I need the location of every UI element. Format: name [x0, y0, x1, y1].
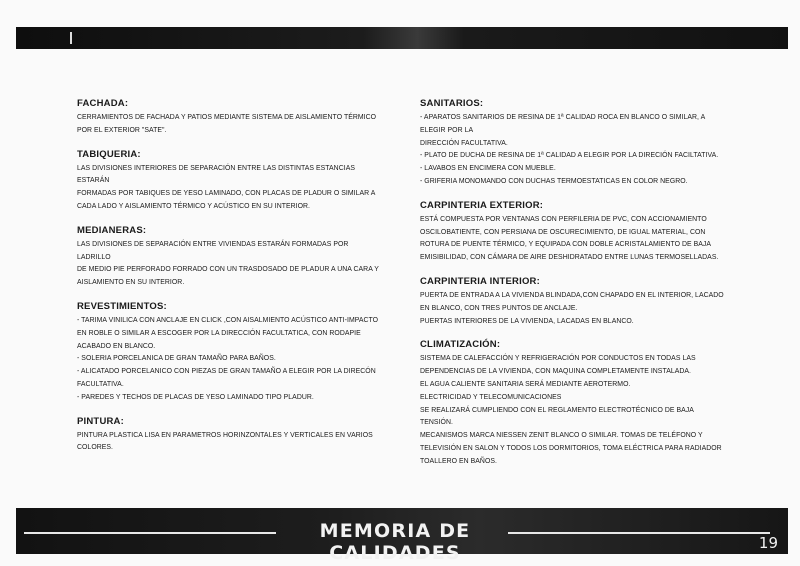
- section-revestimientos: [77, 301, 382, 405]
- section-medianeras: [77, 225, 382, 290]
- footer-bar: [16, 508, 788, 564]
- section-text: LAS DIVISIONES INTERIORES DE SEPARACIÓN ENTRE LAS DISTINTAS ESTANCIAS ESTARÁN FORMADAS POR TABIQUES DE YESO LAMINADO, CON PLACAS DE PLADUR O SIMILAR A CADA LADO Y AISLAMIENTO TÉRMICO Y ACÚSTICO EN SU INTERIOR.: [77, 164, 376, 210]
- section-carpinteria-interior: [420, 276, 725, 328]
- section-text: PINTURA PLASTICA LISA EN PARAMETROS HORINZONTALES Y VERTICALES EN VARIOS COLORES.: [77, 431, 373, 452]
- section-heading: PINTURA:: [77, 415, 124, 427]
- page-number: 19: [758, 534, 778, 552]
- section-heading: MEDIANERAS:: [77, 224, 147, 236]
- section-pintura: [77, 416, 382, 456]
- section-carpinteria-exterior: [420, 200, 725, 265]
- section-heading: CARPINTERIA EXTERIOR:: [420, 199, 544, 211]
- header-bar: [16, 27, 788, 49]
- section-fachada: [77, 98, 382, 138]
- section-heading: CLIMATIZACIÓN:: [420, 339, 501, 351]
- section-tabiqueria: [77, 149, 382, 214]
- section-sanitarios: [420, 98, 725, 189]
- section-heading: FACHADA:: [77, 98, 129, 109]
- footer-rule-right: [508, 532, 770, 534]
- section-heading: REVESTIMIENTOS:: [77, 300, 167, 312]
- section-text: SISTEMA DE CALEFACCIÓN Y REFRIGERACIÓN POR CONDUCTOS EN TODAS LAS DEPENDENCIAS DE LA VIVIENDA, CON MAQUINA COMPLETAMENTE INSTALADA. EL AGUA CALIENTE SANITARIA SERÁ MEDIANTE AEROTERMO. ELECTRICIDAD Y TELECOMUNICACIONES SE REALIZARÁ CUMPLIENDO CON EL REGLAMENTO ELECTROTÉCNICO DE BAJA TENSIÓN. MECANISMOS MARCA NIESSEN ZENIT BLANCO O SIMILAR. TOMAS DE TELÉFONO Y TELEVISIÓN EN SALON Y TODOS LOS DORMITORIOS, TOMA ELÉCTRICA PARA RADIADOR TOALLERO EN BAÑOS.: [420, 355, 722, 465]
- section-text: CERRAMIENTOS DE FACHADA Y PATIOS MEDIANTE SISTEMA DE AISLAMIENTO TÉRMICO POR EL EXTERIOR "SATE".: [77, 114, 377, 134]
- footer-rule-left: [24, 532, 276, 534]
- section-text: - TARIMA VINILICA CON ANCLAJE EN CLICK ,CON AISALMIENTO ACÚSTICO ANTI-IMPACTO EN ROBLE O SIMILAR A ESCOGER POR LA DIRECCIÓN FACULTATICA, CON RODAPIE ACABADO EN BLANCO. - SOLERIA PORCELANICA DE GRAN TAMAÑO PARA BAÑOS. - ALICATADO PORCELANICO CON PIEZAS DE GRAN TAMAÑO A ELEGIR POR LA DIRECÓN FACULTATIVA. - PAREDES Y TECHOS DE PLACAS DE YESO LAMINADO TIPO PLADUR.: [77, 316, 379, 401]
- section-text: ESTÁ COMPUESTA POR VENTANAS CON PERFILERIA DE PVC, CON ACCIONAMIENTO OSCILOBATIENTE, CON PERSIANA DE OSCURECIMIENTO, DE IGUAL MATERIAL, CON ROTURA DE PUENTE TÉRMICO, Y EQUIPADA CON DOBLE ACRISTALAMIENTO DE BAJA EMISIBILIDAD, CON CÁMARA DE AIRE DESHIDRATADO ENTRE LUNAS TERMOSELLADAS.: [420, 215, 719, 262]
- section-heading: TABIQUERIA:: [77, 148, 141, 160]
- section-heading: CARPINTERIA INTERIOR:: [420, 275, 540, 287]
- section-text: LAS DIVISIONES DE SEPARACIÓN ENTRE VIVIENDAS ESTARÁN FORMADAS POR LADRILLO DE MEDIO PIE PERFORADO FORRADO CON UN TRASDOSADO DE PLADUR A UNA CARA Y AISLAMIENTO EN SU INTERIOR.: [77, 240, 379, 287]
- left-column: [77, 98, 382, 466]
- section-text: PUERTA DE ENTRADA A LA VIVIENDA BLINDADA,CON CHAPADO EN EL INTERIOR, LACADO EN BLANCO, CON TRES PUNTOS DE ANCLAJE. PUERTAS INTERIORES DE LA VIVIENDA, LACADAS EN BLANCO.: [420, 291, 724, 325]
- section-text: - APARATOS SANITARIOS DE RESINA DE 1ª CALIDAD ROCA EN BLANCO O SIMILAR, A ELEGIR POR LA DIRECCIÓN FACULTATIVA. - PLATO DE DUCHA DE RESINA DE 1ª CALIDAD A ELEGIR POR LA DIRECIÓN FACILTATIVA. - LAVABOS EN ENCIMERA CON MUEBLE. - GRIFERIA MONOMANDO CON DUCHAS TERMOESTATICAS EN COLOR NEGRO.: [420, 114, 719, 185]
- section-heading: SANITARIOS:: [420, 98, 484, 109]
- section-climatizacion: [420, 339, 725, 468]
- right-column: [420, 98, 725, 480]
- footer-title: MEMORIA DE CALIDADES: [319, 520, 471, 564]
